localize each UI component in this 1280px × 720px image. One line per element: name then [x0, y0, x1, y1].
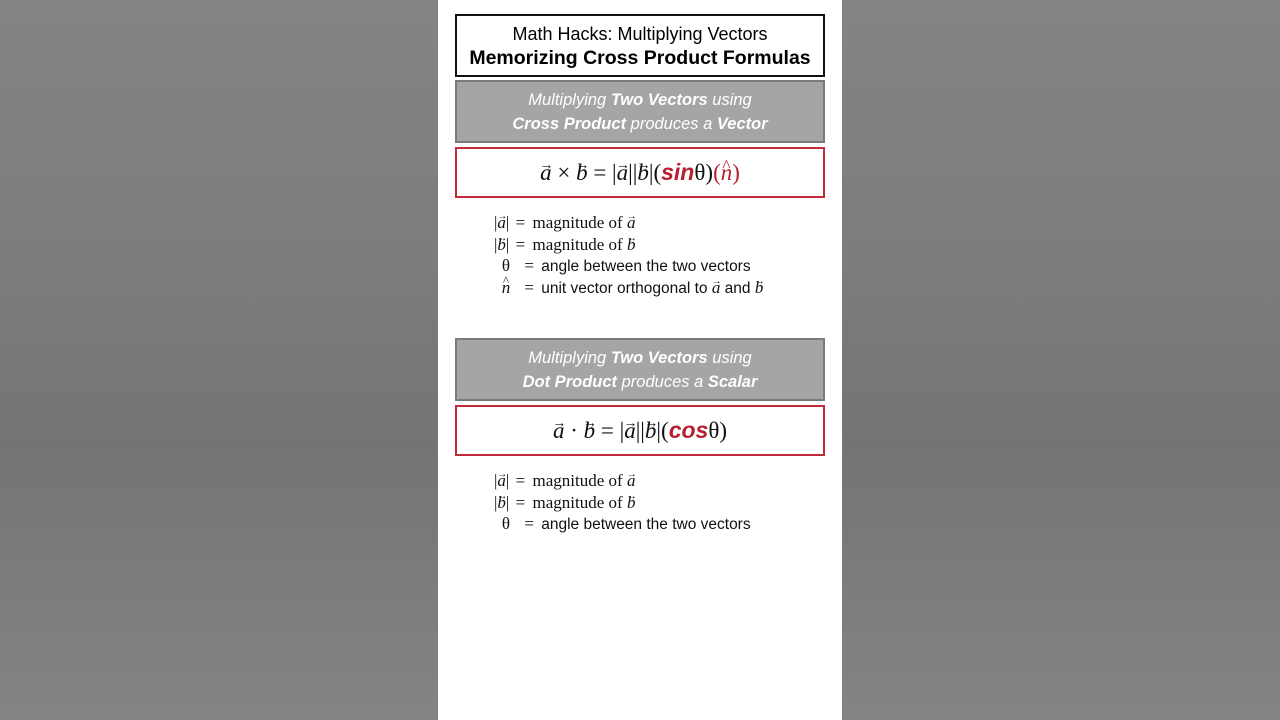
unit-paren-open: ( [713, 160, 721, 185]
banner-bold-text: Vector [716, 115, 768, 133]
magnitude-symbol: |→ a| [494, 213, 509, 232]
dot-product-definitions [494, 470, 751, 535]
banner-bold-text: Two Vectors [610, 91, 708, 109]
vector-a: → a [624, 407, 636, 454]
banner-bold-text: Cross Product [512, 115, 627, 133]
vector-b: → b [627, 234, 636, 256]
theta-symbol: θ [501, 514, 511, 533]
paren-open: |( [648, 160, 662, 185]
equals-sign: = [515, 213, 526, 232]
equals-sign: = [524, 256, 534, 275]
unit-vector-symbol [494, 277, 518, 299]
unit-paren-close: ) [732, 160, 740, 185]
paren-open: |( [656, 418, 669, 443]
cos-function: cos [668, 417, 709, 443]
vector-b: → b [755, 277, 764, 299]
equals-sign: = [515, 234, 526, 254]
banner-bold-text: Two Vectors [610, 349, 708, 367]
magnitude-symbol: |→ a| [494, 471, 509, 490]
abs-bars: || [628, 160, 638, 185]
definition-row [494, 255, 763, 277]
paren-close: ) [705, 160, 714, 185]
equals-sign: = [524, 514, 534, 533]
definition-text: magnitude of [532, 213, 627, 232]
equals-sign: = [515, 492, 526, 512]
definition-text: magnitude of [532, 471, 627, 490]
vector-b: → b [645, 407, 657, 454]
equals-sign: = [515, 471, 526, 490]
vector-a: → a [497, 470, 506, 492]
definition-row [494, 470, 751, 492]
vector-a: → a [627, 212, 636, 234]
title-line-1: Math Hacks: Multiplying Vectors [512, 24, 768, 44]
definition-row [494, 277, 763, 299]
definition-row [494, 513, 751, 535]
vector-b: → b [637, 149, 649, 196]
sin-function: sin [661, 159, 695, 185]
banner-text: Multiplying [528, 91, 611, 109]
dot-product-formula-box [455, 405, 825, 456]
cross-banner-line-1 [457, 88, 823, 112]
banner-bold-text: Dot Product [522, 373, 618, 391]
vector-b: → b [497, 234, 506, 256]
cross-product-banner [455, 80, 825, 143]
dot-product-banner [455, 338, 825, 401]
vector-a: → a [617, 149, 629, 196]
slide-page [438, 0, 842, 720]
equals-sign: = | [595, 418, 625, 443]
theta-symbol: θ [694, 160, 706, 185]
magnitude-symbol: |→ b| [494, 235, 509, 254]
banner-text: Multiplying [528, 349, 611, 367]
dot-banner-line-1 [457, 346, 823, 370]
dot-operator: · [564, 418, 584, 443]
paren-close: ) [719, 418, 728, 443]
cross-product-formula-box [455, 147, 825, 198]
unit-vector-n: ^ n [721, 149, 733, 196]
vector-b: → b [576, 149, 588, 196]
definition-text: and [720, 279, 755, 297]
vector-b: → b [497, 492, 506, 514]
vector-a: → a [712, 277, 721, 299]
definition-text: angle between the two vectors [541, 516, 751, 533]
equals-sign: = | [587, 160, 617, 185]
vector-b: → b [627, 492, 636, 514]
definition-row [494, 234, 763, 256]
title-line-2: Memorizing Cross Product Formulas [469, 47, 811, 69]
cross-operator: × [551, 160, 577, 185]
theta-symbol: θ [501, 256, 511, 275]
abs-bars: || [635, 418, 645, 443]
unit-vector-n: ^ n [502, 277, 511, 299]
equals-sign: = [524, 277, 534, 297]
vector-a: → a [540, 149, 552, 196]
title-box [455, 14, 825, 77]
vector-a: → a [553, 407, 565, 454]
dot-banner-line-2 [457, 370, 823, 394]
definition-text: magnitude of [532, 234, 627, 254]
vector-b: → b [584, 407, 596, 454]
vector-a: → a [627, 470, 636, 492]
cross-banner-line-2 [457, 112, 823, 136]
theta-symbol: θ [708, 418, 720, 443]
cross-product-definitions [494, 212, 763, 298]
definition-text: magnitude of [532, 492, 627, 512]
magnitude-symbol: |→ b| [494, 493, 509, 512]
definition-text: unit vector orthogonal to [541, 279, 712, 297]
banner-text: using [707, 349, 752, 367]
banner-text: produces a [617, 373, 708, 391]
vector-a: → a [497, 212, 506, 234]
definition-row [494, 492, 751, 514]
banner-text: using [707, 91, 752, 109]
banner-text: produces a [626, 115, 717, 133]
banner-bold-text: Scalar [707, 373, 758, 391]
definition-text: angle between the two vectors [541, 258, 751, 275]
